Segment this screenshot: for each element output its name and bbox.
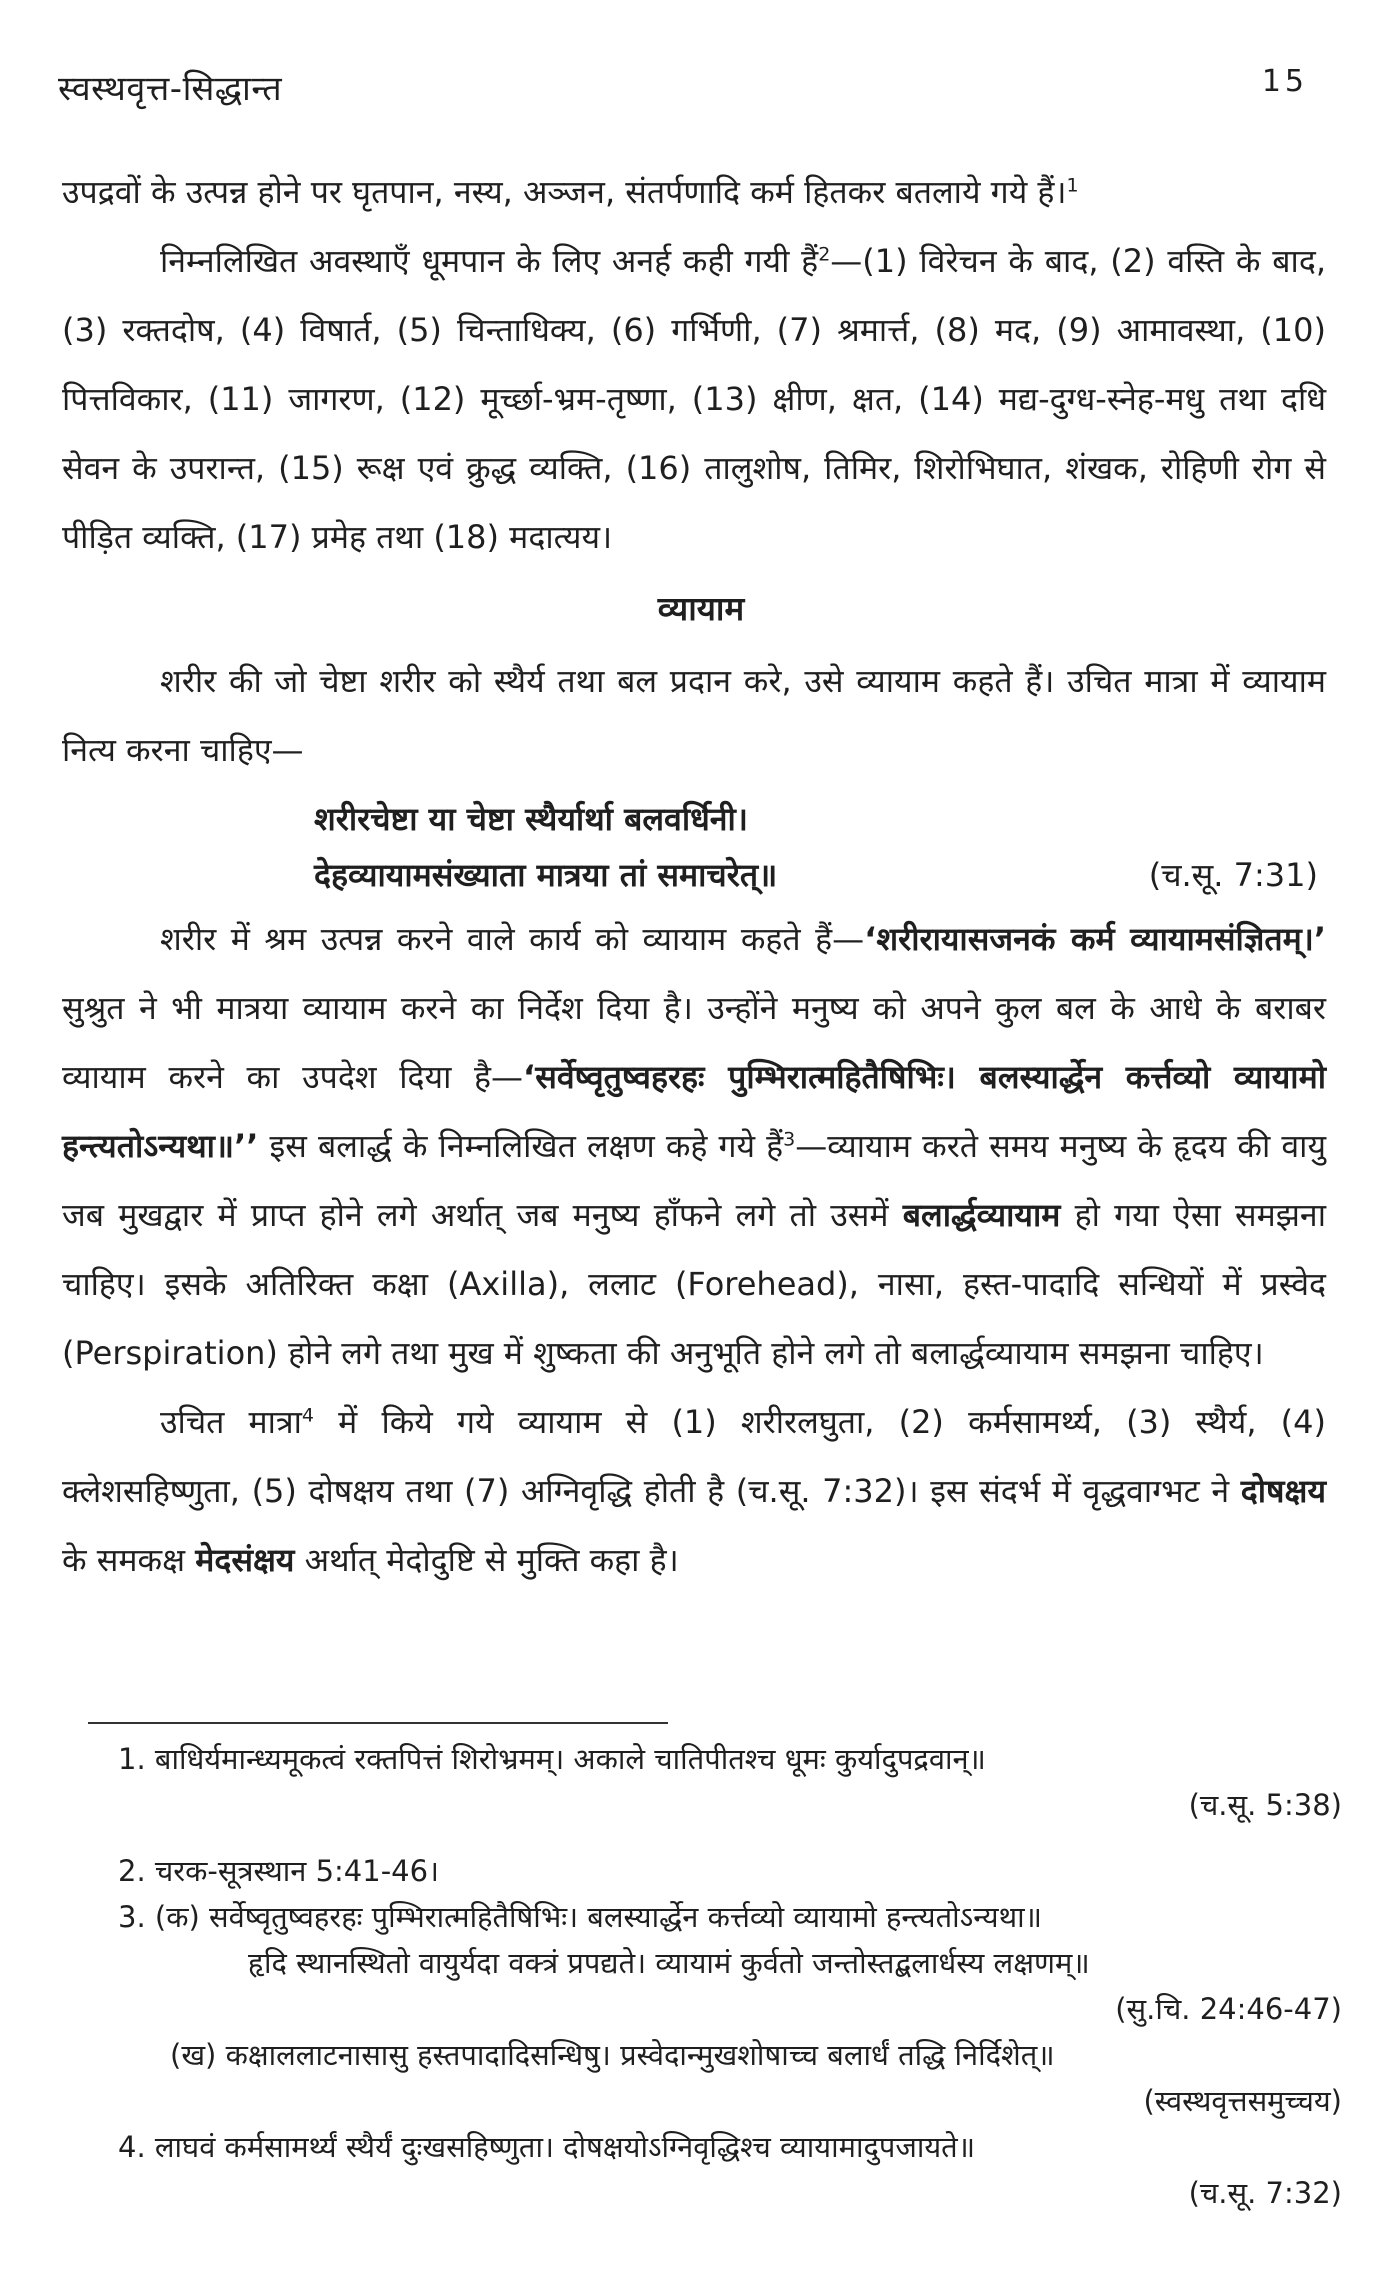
verse-line-2: देहव्यायामसंख्याता मात्रया तां समाचरेत्॥	[314, 856, 778, 894]
footnote-divider	[88, 1722, 668, 1724]
paragraph-2-text-a: निम्नलिखित अवस्थाएँ धूमपान के लिए अनर्ह कही गयी हैं	[160, 242, 819, 280]
running-head: स्वस्थवृत्त-सिद्धान्त	[58, 69, 283, 109]
sanskrit-verse	[62, 791, 1326, 903]
footnote-3-reference-1: (सु.चि. 24:46-47)	[1115, 1992, 1342, 2026]
paragraph-4-text-b: सुश्रुत ने भी मात्रया व्यायाम करने का निर्देश दिया है। उन्होंने मनुष्य को अपने कुल बल के आधे के बराबर व्यायाम करने का उपदेश दिया है—	[62, 989, 1326, 1096]
paragraph-5	[62, 1388, 1326, 1595]
paragraph-4-text-c: इस बलार्द्ध के निम्नलिखित लक्षण कहे गये हैं	[258, 1127, 784, 1165]
paragraph-5-text-c: के समकक्ष	[62, 1541, 196, 1579]
paragraph-4	[62, 905, 1326, 1388]
page-number: 15	[1261, 64, 1308, 99]
paragraph-4-text-a: शरीर में श्रम उत्पन्न करने वाले कार्य को व्यायाम कहते हैं—	[160, 920, 865, 958]
verse-line-2-row	[314, 847, 1326, 903]
verse-reference: (च.सू. 7:31)	[1148, 856, 1318, 894]
paragraph-1	[62, 158, 1326, 227]
paragraph-2-text-b: —(1) विरेचन के बाद, (2) वस्ति के बाद, (3) रक्तदोष, (4) विषार्त, (5) चिन्ताधिक्य, (6) गर्भिणी, (7) श्रमार्त्त, (8) मद, (9) आमावस्था, (10) पित्तविकार, (11) जागरण, (12) मूर्च्छा-भ्रम-तृष्णा, (13) क्षीण, क्षत, (14) मद्य-दुग्ध-स्नेह-मधु तथा दधि सेवन के उपरान्त, (15) रूक्ष एवं क्रुद्ध व्यक्ति, (16) तालुशोष, तिमिर, शिरोभिघात, शंखक, रोहिणी रोग से पीड़ित व्यक्ति, (17) प्रमेह तथा (18) मदात्यय।	[62, 242, 1326, 556]
footnote-3-line-3: (ख) कक्षाललाटनासासु हस्तपादादिसन्धिषु। प्रस्वेदान्मुखशोषाच्च बलार्धं तद्धि निर्दिशेत्॥	[170, 2038, 1055, 2072]
paragraph-4-text-e: हो गया ऐसा समझना चाहिए। इसके अतिरिक्त कक्षा (Axilla), ललाट (Forehead), नासा, हस्त-पादादि सन्धियों में प्रस्वेद (Perspiration) होने लगे तथा मुख में शुष्कता की अनुभूति होने लगे तो बलार्द्धव्यायाम समझना चाहिए।	[62, 1196, 1326, 1372]
section-heading: व्यायाम	[657, 589, 745, 628]
paragraph-2	[62, 227, 1326, 572]
footnote-4-reference: (च.सू. 7:32)	[1188, 2176, 1342, 2210]
footnote-3-line-2: हृदि स्थानस्थितो वायुर्यदा वक्त्रं प्रपद्यते। व्यायामं कुर्वतो जन्तोस्तद्बलार्धस्य लक्षणम्॥	[248, 1946, 1090, 1980]
footnote-1-reference: (च.सू. 5:38)	[1188, 1788, 1342, 1822]
footnote-marker-2: 2	[818, 243, 831, 266]
footnote-3-reference-2: (स्वस्थवृत्तसमुच्चय)	[1143, 2084, 1342, 2118]
footnote-2: 2. चरक-सूत्रस्थान 5:41-46।	[118, 1854, 440, 1888]
footnotes	[118, 1736, 1348, 2216]
paragraph-4-bold-term: बलार्द्धव्यायाम	[902, 1196, 1061, 1234]
paragraph-5-text-b: में किये गये व्यायाम से (1) शरीरलघुता, (2) कर्मसामर्थ्य, (3) स्थैर्य, (4) क्लेशसहिष्णुता, (5) दोषक्षय तथा (7) अग्निवृद्धि होती है (च.सू. 7:32)। इस संदर्भ में वृद्धवाग्भट ने	[62, 1403, 1327, 1510]
paragraph-5-bold-2: मेदसंक्षय	[195, 1541, 295, 1579]
paragraph-4-bold-quote-1: ‘शरीरायासजनकं कर्म व्यायामसंज्ञितम्।’	[864, 920, 1326, 958]
body-text	[62, 158, 1326, 1595]
footnote-3-line-1: 3. (क) सर्वेष्वृतुष्वहरहः पुम्भिरात्महितैषिभिः। बलस्यार्द्धेन कर्त्तव्यो व्यायामो हन्त्यतोऽन्यथा॥	[118, 1900, 1042, 1934]
verse-line-1: शरीरचेष्टा या चेष्टा स्थैर्यार्था बलवर्धिनी।	[314, 800, 748, 838]
footnote-4: 4. लाघवं कर्मसामर्थ्यं स्थैर्यं दुःखसहिष्णुता। दोषक्षयोऽग्निवृद्धिश्च व्यायामादुपजायते॥	[118, 2130, 976, 2164]
footnote-marker-4: 4	[301, 1404, 315, 1427]
paragraph-4-text-d: —व्यायाम करते समय मनुष्य के हृदय की वायु जब मुखद्वार में प्राप्त होने लगे अर्थात् जब मनुष्य हाँफने लगे तो उसमें	[62, 1127, 1326, 1234]
footnote-1: 1. बाधिर्यमान्ध्यमूकत्वं रक्तपित्तं शिरोभ्रमम्। अकाले चातिपीतश्च धूमः कुर्यादुपद्रवान्॥	[118, 1742, 986, 1776]
paragraph-5-bold-1: दोषक्षय	[1240, 1472, 1326, 1510]
paragraph-5-text-a: उचित मात्रा	[160, 1403, 302, 1441]
footnote-marker-1: 1	[1066, 174, 1079, 197]
footnote-marker-3: 3	[783, 1128, 796, 1151]
paragraph-3: शरीर की जो चेष्टा शरीर को स्थैर्य तथा बल प्रदान करे, उसे व्यायाम कहते हैं। उचित मात्रा में व्यायाम नित्य करना चाहिए—	[62, 662, 1326, 769]
paragraph-4-bold-quote-2: ‘सर्वेष्वृतुष्वहरहः पुम्भिरात्महितैषिभिः। बलस्यार्द्धेन कर्त्तव्यो व्यायामो हन्त्यतोऽन्यथा॥’’	[62, 1058, 1326, 1165]
paragraph-1-text: उपद्रवों के उत्पन्न होने पर घृतपान, नस्य, अञ्जन, संतर्पणादि कर्म हितकर बतलाये गये हैं।	[62, 173, 1067, 211]
paragraph-5-text-d: अर्थात् मेदोदुष्टि से मुक्ति कहा है।	[294, 1541, 679, 1579]
